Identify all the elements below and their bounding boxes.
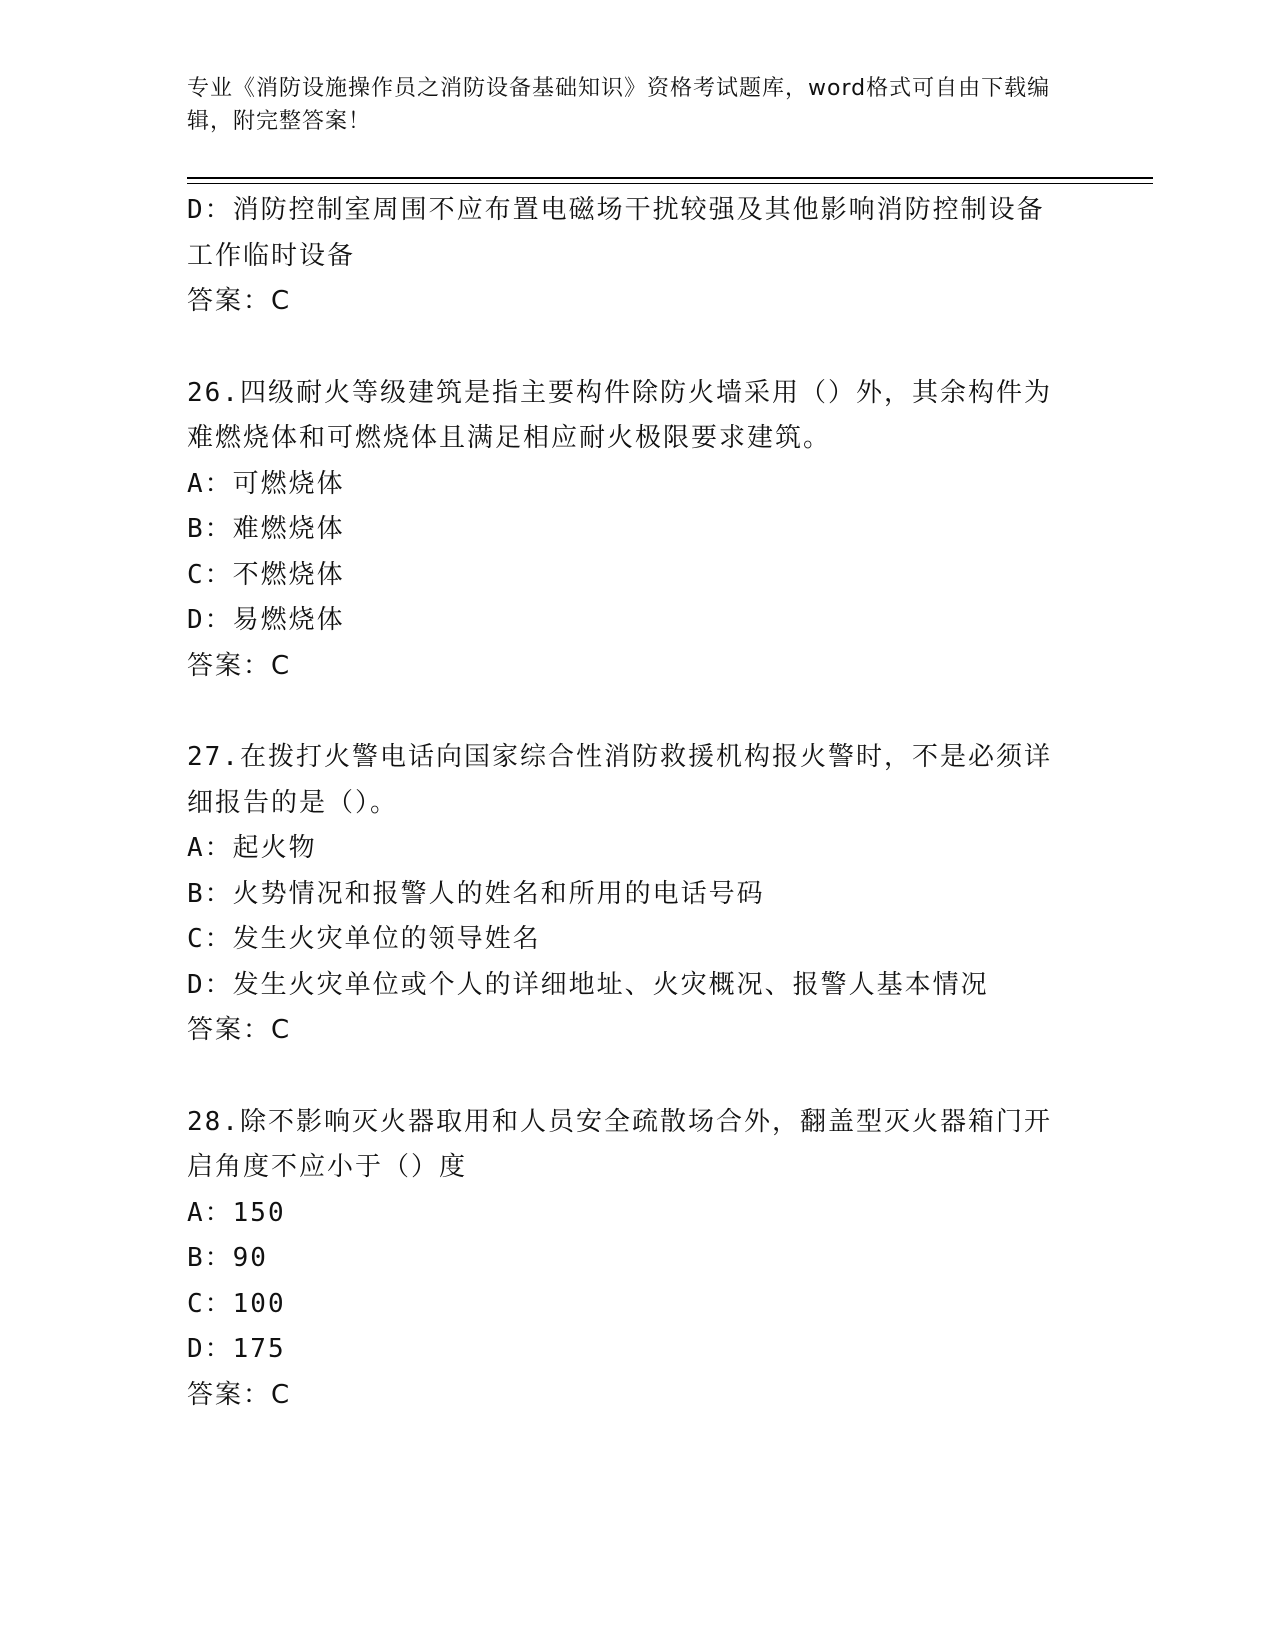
option-b: B：火势情况和报警人的姓名和所用的电话号码 — [187, 878, 765, 909]
option-d: D：175 — [187, 1334, 286, 1364]
question-28 — [187, 1100, 1087, 1419]
question-stem-line1: 26.四级耐火等级建筑是指主要构件除防火墙采用（）外，其余构件为 — [187, 377, 1052, 408]
continued-answer: 答案：C — [187, 286, 292, 316]
question-content — [187, 188, 1087, 1418]
continued-option-d-line2: 工作临时设备 — [187, 240, 356, 271]
document-intro: 专业《消防设施操作员之消防设备基础知识》资格考试题库，word格式可自由下载编辑，附完整答案！ — [187, 76, 1051, 134]
option-c: C：发生火灾单位的领导姓名 — [187, 924, 541, 954]
question-stem-line2: 难燃烧体和可燃烧体且满足相应耐火极限要求建筑。 — [187, 423, 832, 453]
header-rule-thick — [187, 177, 1153, 179]
option-c: C：100 — [187, 1288, 286, 1319]
option-a: A：150 — [187, 1197, 286, 1228]
question-stem-line2: 细报告的是（）。 — [187, 787, 399, 818]
answer: 答案：C — [187, 1379, 292, 1410]
option-b: B：90 — [187, 1243, 268, 1273]
header-rule-thin — [187, 183, 1153, 184]
question-stem-line1: 27.在拨打火警电话向国家综合性消防救援机构报火警时，不是必须详 — [187, 742, 1052, 772]
question-stem-line1: 28.除不影响灭火器取用和人员安全疏散场合外，翻盖型灭火器箱门开 — [187, 1106, 1052, 1137]
option-b: B：难燃烧体 — [187, 514, 345, 544]
question-27 — [187, 735, 1087, 1054]
option-a: A：起火物 — [187, 833, 317, 863]
option-d: D：易燃烧体 — [187, 605, 345, 635]
answer: 答案：C — [187, 1015, 292, 1045]
answer: 答案：C — [187, 650, 292, 681]
question-stem-line2: 启角度不应小于（）度 — [187, 1152, 468, 1182]
question-26 — [187, 371, 1087, 690]
option-c: C：不燃烧体 — [187, 559, 345, 590]
option-d: D：发生火灾单位或个人的详细地址、火灾概况、报警人基本情况 — [187, 969, 989, 1000]
option-a: A：可燃烧体 — [187, 468, 345, 499]
continued-option-d-line1: D：消防控制室周围不应布置电磁场干扰较强及其他影响消防控制设备 — [187, 195, 1045, 225]
